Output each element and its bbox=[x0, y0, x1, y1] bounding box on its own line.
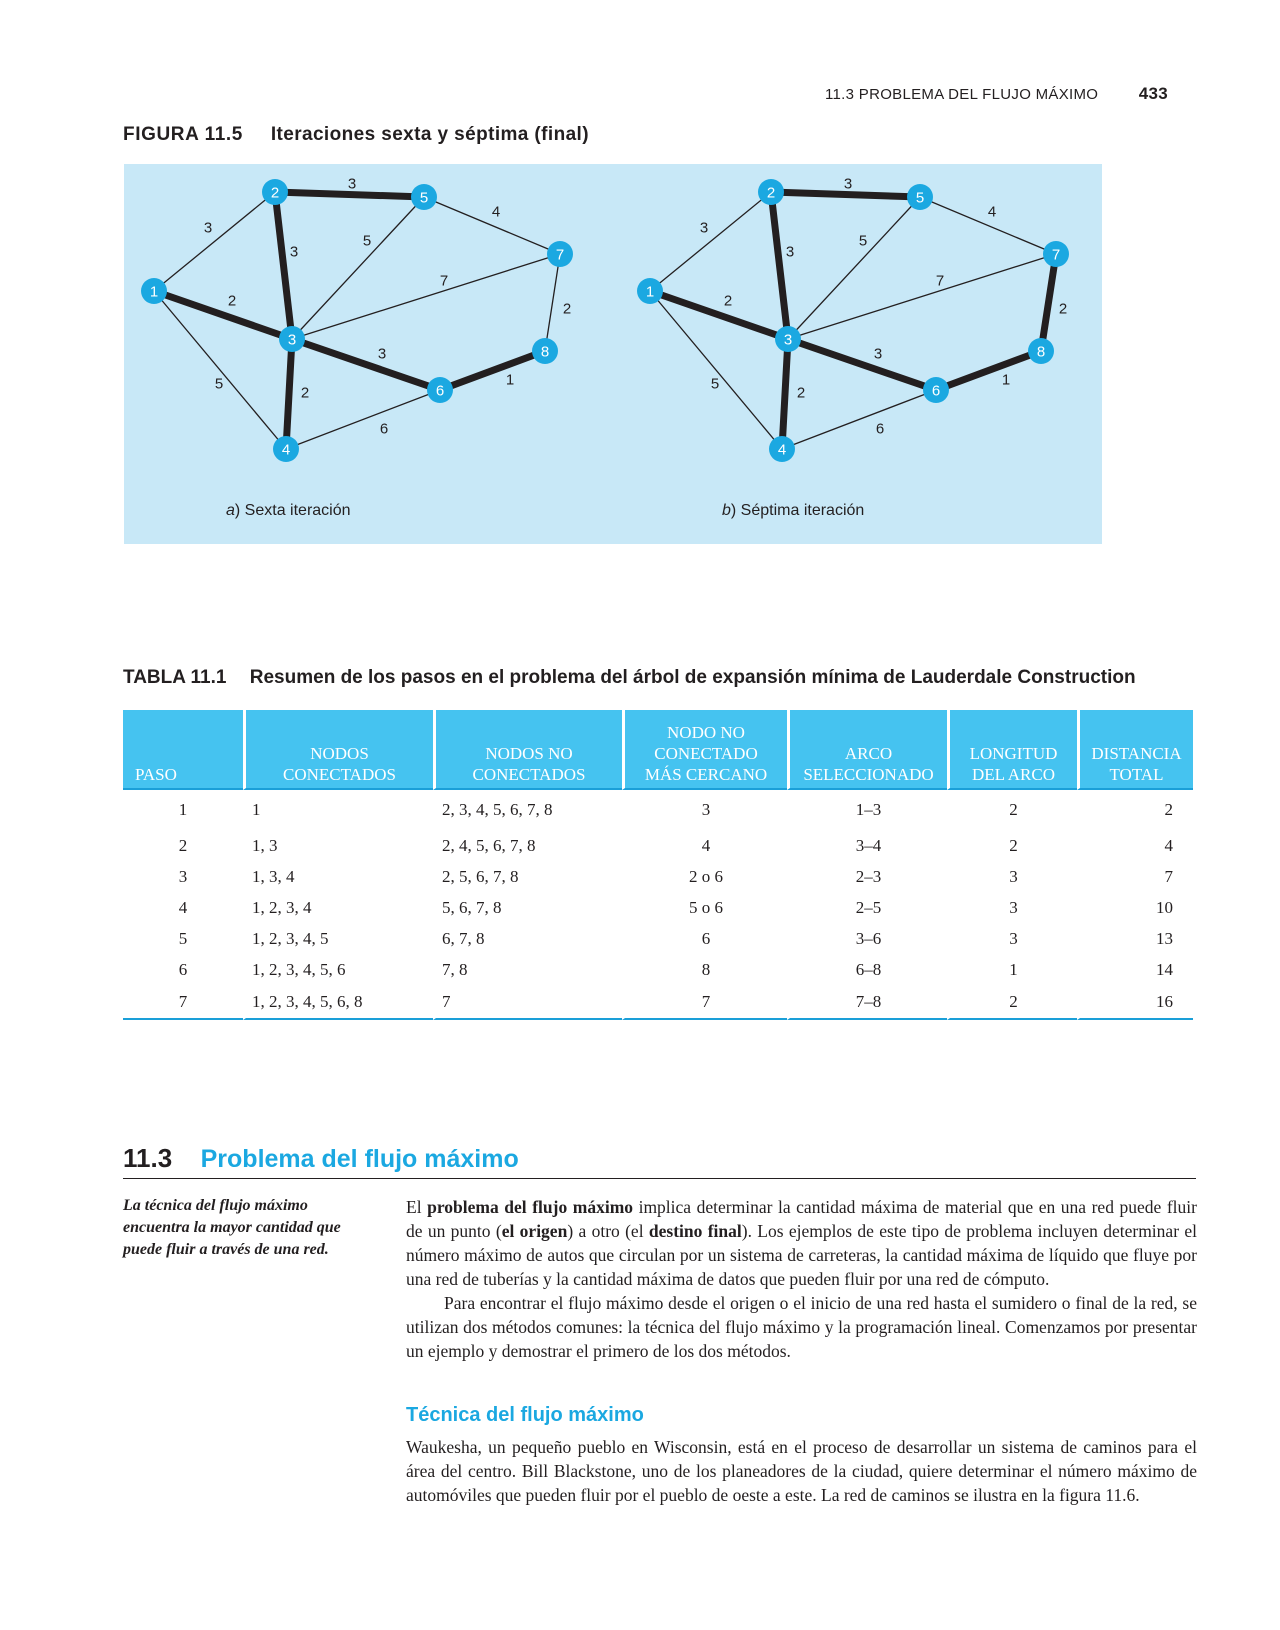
edge-weight-label: 3 bbox=[699, 219, 709, 237]
graph-panel bbox=[637, 176, 1069, 520]
network-figure bbox=[124, 164, 1102, 544]
edge-2-5 bbox=[771, 192, 920, 197]
header-line: DISTANCIA bbox=[1091, 744, 1182, 763]
table-header-cell bbox=[433, 710, 622, 790]
body-text-intro bbox=[406, 1195, 1197, 1363]
table-caption bbox=[123, 667, 1136, 689]
table-label: TABLA 11.1 bbox=[123, 667, 227, 688]
table-cell: 1 bbox=[178, 800, 188, 819]
node-label: 4 bbox=[777, 441, 787, 459]
edge-weight-label: 5 bbox=[214, 375, 224, 393]
node-label: 6 bbox=[931, 382, 941, 400]
table-cell: 2, 4, 5, 6, 7, 8 bbox=[433, 830, 622, 861]
table-cell: 5, 6, 7, 8 bbox=[433, 892, 622, 923]
section-number: 11.3 bbox=[123, 1143, 173, 1173]
edge-weight-label: 3 bbox=[873, 345, 883, 363]
table-cell: 1, 2, 3, 4, 5, 6 bbox=[243, 954, 433, 985]
table-cell: 1–3 bbox=[787, 790, 947, 830]
edge-2-3 bbox=[275, 192, 292, 339]
table-cell: 3 bbox=[947, 892, 1077, 923]
edge-weight-label: 3 bbox=[289, 243, 299, 261]
paragraph-methods: Para encontrar el flujo máximo desde el origen o el inicio de una red hasta el sumidero o final de la red, se utilizan dos métodos comunes: la técnica del flujo máximo y la programación lineal. Comenzamos por presentar un ejemplo y demostrar el primero de los dos métodos. bbox=[406, 1293, 1197, 1361]
table-cell: 2–5 bbox=[787, 892, 947, 923]
edge-weight-label: 7 bbox=[935, 272, 945, 290]
section-heading bbox=[123, 1143, 1196, 1179]
table-cell: 14 bbox=[1077, 954, 1193, 985]
table-cell: 2 bbox=[947, 830, 1077, 861]
edge-weight-label: 3 bbox=[347, 175, 357, 193]
node-label: 2 bbox=[766, 184, 776, 202]
node-label: 7 bbox=[555, 246, 565, 264]
table-cell: 2 bbox=[178, 835, 188, 855]
node-label: 3 bbox=[287, 331, 297, 349]
table-cell: 7 bbox=[433, 985, 622, 1020]
table-cell: 2–3 bbox=[787, 861, 947, 892]
edge-3-6 bbox=[788, 339, 936, 390]
graph-panel bbox=[141, 176, 573, 520]
table-cell: 16 bbox=[1077, 985, 1193, 1020]
subsection-heading: Técnica del flujo máximo bbox=[406, 1404, 644, 1426]
table-cell: 1, 2, 3, 4, 5 bbox=[243, 923, 433, 954]
table-row bbox=[123, 830, 1193, 861]
edge-weight-label: 7 bbox=[439, 272, 449, 290]
figure-caption bbox=[123, 124, 589, 146]
text-run: implica determinar la cantidad máxima de material que en una red puede fluir de un punto ( bbox=[406, 1197, 1197, 1241]
table-cell: 6–8 bbox=[787, 954, 947, 985]
paragraph-intro bbox=[406, 1195, 1197, 1291]
header-line: NODOS bbox=[310, 744, 369, 763]
header-line: CONECTADOS bbox=[472, 765, 586, 784]
panel-caption-text: ) Sexta iteración bbox=[234, 502, 351, 519]
table-header-cell bbox=[787, 710, 947, 790]
table-title: Resumen de los pasos en el problema del árbol de expansión mínima de Lauderdale Construction bbox=[249, 667, 1136, 688]
table-cell: 3 bbox=[947, 923, 1077, 954]
header-line: MÁS CERCANO bbox=[644, 765, 768, 784]
edge-weight-label: 4 bbox=[491, 203, 501, 221]
table-cell: 7, 8 bbox=[433, 954, 622, 985]
table-cell: 7–8 bbox=[787, 985, 947, 1020]
edge-3-4 bbox=[782, 339, 788, 449]
edge-weight-label: 2 bbox=[562, 300, 572, 318]
node-label: 4 bbox=[281, 441, 291, 459]
text-run: ) a otro (el bbox=[567, 1221, 649, 1241]
edge-3-6 bbox=[292, 339, 440, 390]
header-line: PASO bbox=[135, 765, 177, 784]
table-header-cell bbox=[1077, 710, 1193, 790]
panel-caption-letter: a bbox=[226, 502, 235, 519]
node-label: 1 bbox=[149, 283, 159, 301]
edge-weight-label: 6 bbox=[379, 420, 389, 438]
steps-table bbox=[123, 710, 1193, 1020]
margin-note: La técnica del flujo máximo encuentra la mayor cantidad que puede fluir a través de una red. bbox=[123, 1197, 341, 1258]
table-cell: 1, 3 bbox=[243, 830, 433, 861]
edge-3-4 bbox=[286, 339, 292, 449]
table-header-cell bbox=[622, 710, 787, 790]
table-cell: 3 bbox=[947, 861, 1077, 892]
table-row bbox=[123, 892, 1193, 923]
header-line: TOTAL bbox=[1109, 765, 1164, 784]
edge-weight-label: 2 bbox=[227, 292, 237, 310]
body-text-waukesha bbox=[406, 1435, 1197, 1507]
node-label: 3 bbox=[783, 331, 793, 349]
bold-term-max-flow: problema del flujo máximo bbox=[427, 1197, 634, 1217]
edge-6-8 bbox=[440, 351, 545, 390]
node-label: 1 bbox=[645, 283, 655, 301]
table-cell: 1, 2, 3, 4, 5, 6, 8 bbox=[243, 985, 433, 1020]
table-cell: 2 bbox=[947, 985, 1077, 1020]
table-cell: 3 bbox=[178, 866, 188, 886]
table-cell: 10 bbox=[1077, 892, 1193, 923]
bold-term-origin: el origen bbox=[501, 1221, 568, 1241]
edge-1-2 bbox=[650, 192, 771, 291]
text-run: ). Los ejemplos de este tipo de problema incluyen determinar el número máximo de autos que circulan por un sistema de carreteras, la cantidad máxima de líquido que fluye por una red de tuberías y la cantidad máxima de datos que pueden fluir por una red de cómputo. bbox=[406, 1221, 1197, 1289]
table-cell: 2 bbox=[1077, 790, 1193, 830]
table-cell: 2 bbox=[947, 790, 1077, 830]
table-cell: 1, 2, 3, 4 bbox=[243, 892, 433, 923]
edge-weight-label: 2 bbox=[796, 384, 806, 402]
table-header-cell bbox=[947, 710, 1077, 790]
table-cell: 3 bbox=[622, 790, 787, 830]
section-title: Problema del flujo máximo bbox=[200, 1145, 519, 1173]
edge-weight-label: 3 bbox=[203, 219, 213, 237]
bold-term-destination: destino final bbox=[648, 1221, 742, 1241]
figure-title: Iteraciones sexta y séptima (final) bbox=[270, 124, 589, 145]
node-label: 8 bbox=[540, 343, 550, 361]
edge-weight-label: 2 bbox=[723, 292, 733, 310]
running-head-section: 11.3 PROBLEMA DEL FLUJO MÁXIMO bbox=[825, 86, 1099, 103]
edge-2-3 bbox=[771, 192, 788, 339]
header-line: ARCO bbox=[844, 744, 893, 763]
node-label: 6 bbox=[435, 382, 445, 400]
edge-weight-label: 5 bbox=[858, 232, 868, 250]
running-head bbox=[825, 84, 1168, 104]
table-cell: 7 bbox=[1077, 861, 1193, 892]
panel-caption-text: ) Séptima iteración bbox=[730, 502, 865, 519]
edge-weight-label: 3 bbox=[843, 175, 853, 193]
node-label: 2 bbox=[270, 184, 280, 202]
table-cell: 2, 3, 4, 5, 6, 7, 8 bbox=[433, 790, 622, 830]
table-row bbox=[123, 985, 1193, 1020]
header-line: DEL ARCO bbox=[972, 765, 1055, 784]
table-row bbox=[123, 923, 1193, 954]
header-line: CONECTADO bbox=[654, 744, 758, 763]
table-cell: 3–4 bbox=[787, 830, 947, 861]
panel-caption bbox=[722, 502, 864, 519]
table-cell: 5 bbox=[178, 928, 188, 948]
edge-weight-label: 3 bbox=[785, 243, 795, 261]
table-cell: 1, 3, 4 bbox=[243, 861, 433, 892]
table-cell: 2 o 6 bbox=[622, 861, 787, 892]
text-run: El bbox=[406, 1197, 428, 1217]
paragraph-waukesha: Waukesha, un pequeño pueblo en Wisconsin, está en el proceso de desarrollar un sistema de caminos para el área del centro. Bill Blackstone, uno de los planeadores de la ciudad, quiere determinar el número máximo de automóviles que pueden fluir por el pueblo de oeste a este. La red de caminos se ilustra en la figura 11.6. bbox=[406, 1437, 1197, 1505]
table-header-row bbox=[123, 710, 1193, 790]
node-label: 7 bbox=[1051, 246, 1061, 264]
table-row bbox=[123, 954, 1193, 985]
table-cell: 8 bbox=[622, 954, 787, 985]
table-cell: 4 bbox=[622, 830, 787, 861]
edge-weight-label: 1 bbox=[1001, 371, 1011, 389]
table-cell: 3–6 bbox=[787, 923, 947, 954]
table-header-cell bbox=[123, 710, 243, 790]
table-row bbox=[123, 790, 1193, 830]
table-cell: 5 o 6 bbox=[622, 892, 787, 923]
edge-1-2 bbox=[154, 192, 275, 291]
table-cell: 6, 7, 8 bbox=[433, 923, 622, 954]
edge-weight-label: 2 bbox=[300, 384, 310, 402]
table-cell: 2, 5, 6, 7, 8 bbox=[433, 861, 622, 892]
node-label: 5 bbox=[419, 189, 429, 207]
table-cell: 7 bbox=[622, 985, 787, 1020]
header-line: SELECCIONADO bbox=[803, 765, 934, 784]
node-label: 5 bbox=[915, 189, 925, 207]
table-cell: 7 bbox=[123, 985, 243, 1020]
figure-label: FIGURA 11.5 bbox=[123, 124, 243, 145]
header-line: LONGITUD bbox=[969, 744, 1058, 763]
edge-weight-label: 3 bbox=[377, 345, 387, 363]
edge-weight-label: 1 bbox=[505, 371, 515, 389]
table-cell: 4 bbox=[1077, 830, 1193, 861]
table-cell: 4 bbox=[178, 897, 188, 917]
figure-panel-box bbox=[124, 164, 1102, 544]
edge-weight-label: 4 bbox=[987, 203, 997, 221]
edge-weight-label: 2 bbox=[1058, 300, 1068, 318]
table-body bbox=[123, 790, 1193, 1020]
header-line: CONECTADOS bbox=[283, 765, 396, 784]
edge-6-8 bbox=[936, 351, 1041, 390]
edge-2-5 bbox=[275, 192, 424, 197]
table-row bbox=[123, 861, 1193, 892]
page-number: 433 bbox=[1138, 84, 1168, 103]
table-cell: 13 bbox=[1077, 923, 1193, 954]
table-header-cell bbox=[243, 710, 433, 790]
edge-7-8 bbox=[545, 254, 560, 351]
header-line: NODOS NO bbox=[485, 744, 573, 763]
node-label: 8 bbox=[1036, 343, 1046, 361]
table-cell: 6 bbox=[622, 923, 787, 954]
table-cell: 1 bbox=[243, 790, 433, 830]
header-line: NODO NO bbox=[667, 723, 745, 742]
table-cell: 1 bbox=[947, 954, 1077, 985]
panel-caption-letter: b bbox=[722, 502, 731, 519]
edge-weight-label: 5 bbox=[710, 375, 720, 393]
panel-caption bbox=[226, 502, 351, 519]
edge-7-8 bbox=[1041, 254, 1056, 351]
edge-weight-label: 6 bbox=[875, 420, 885, 438]
edge-weight-label: 5 bbox=[362, 232, 372, 250]
table-cell: 6 bbox=[178, 959, 188, 979]
